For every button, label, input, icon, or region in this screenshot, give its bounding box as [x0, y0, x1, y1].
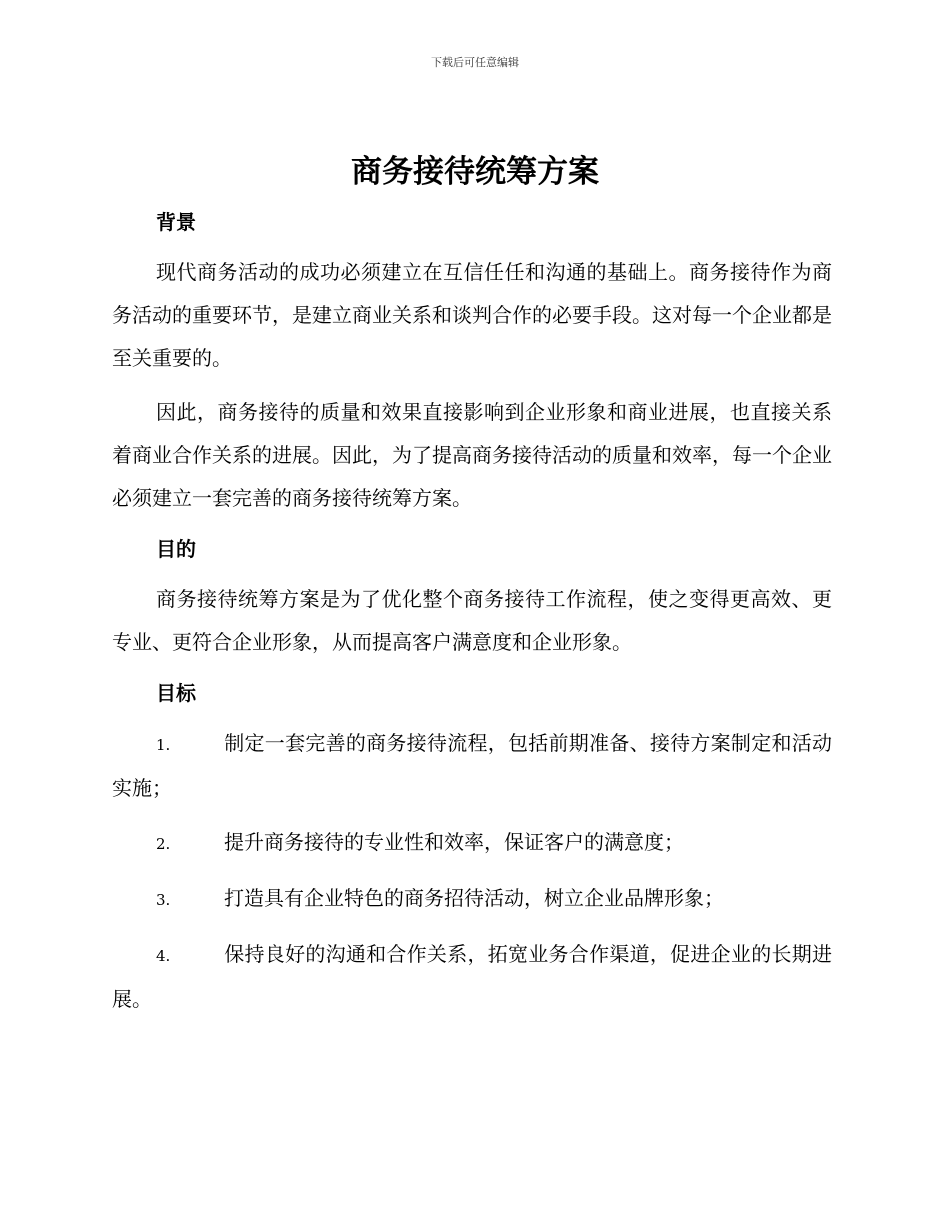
document-body	[112, 204, 832, 1032]
goal-number: 2.	[156, 835, 171, 853]
section-heading-background: 背景	[156, 210, 196, 234]
section-heading-purpose: 目的	[156, 537, 196, 561]
goal-item-2	[112, 821, 832, 866]
goal-number: 3.	[156, 891, 171, 909]
background-paragraph-2: 因此，商务接待的质量和效果直接影响到企业形象和商业进展，也直接关系着商业合作关系的进展。因此，为了提高商务接待活动的质量和效率，每一个企业必须建立一套完善的商务接待统筹方案。	[112, 400, 832, 510]
goal-item-1	[112, 722, 832, 810]
document-title: 商务接待统筹方案	[351, 154, 599, 190]
goal-item-4	[112, 933, 832, 1021]
goal-item-3	[112, 877, 832, 922]
background-paragraph-1: 现代商务活动的成功必须建立在互信任任和沟通的基础上。商务接待作为商务活动的重要环节，是建立商业关系和谈判合作的必要手段。这对每一个企业都是至关重要的。	[112, 260, 832, 370]
goal-text: 打造具有企业特色的商务招待活动，树立企业品牌形象；	[224, 886, 724, 910]
purpose-paragraph-1: 商务接待统筹方案是为了优化整个商务接待工作流程，使之变得更高效、更专业、更符合企业形象，从而提高客户满意度和企业形象。	[112, 587, 832, 654]
goal-text: 制定一套完善的商务接待流程，包括前期准备、接待方案制定和活动实施；	[112, 731, 832, 800]
section-heading-goals: 目标	[156, 681, 196, 705]
page-header-note: 下载后可任意编辑	[431, 56, 519, 69]
goal-text: 保持良好的沟通和合作关系，拓宽业务合作渠道，促进企业的长期进展。	[112, 942, 832, 1011]
goal-text: 提升商务接待的专业性和效率，保证客户的满意度；	[224, 830, 684, 854]
goal-number: 1.	[156, 736, 171, 754]
goal-number: 4.	[156, 947, 171, 965]
